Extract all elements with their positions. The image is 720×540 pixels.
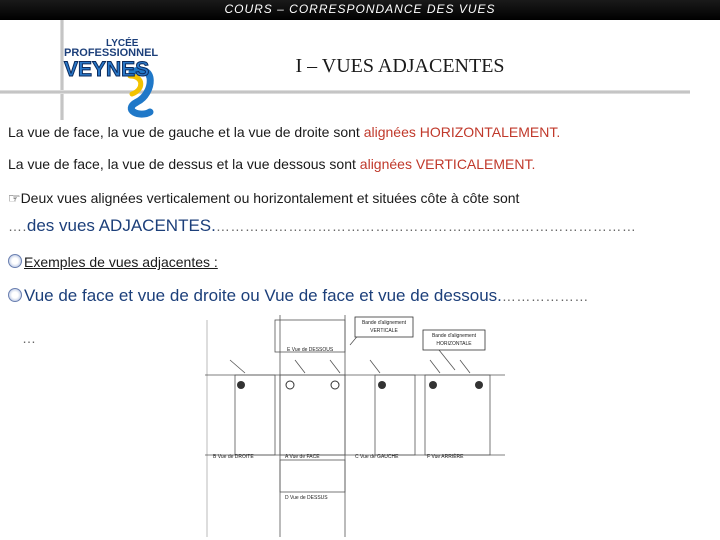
bullet-answer-text: Vue de face et vue de droite ou Vue de face et vue de dessous. xyxy=(24,286,502,305)
bullet-icon xyxy=(8,254,22,268)
paragraph-horizontal-emphasis: alignées HORIZONTALEMENT. xyxy=(363,124,561,140)
view-left-label: C Vue de GAUCHE xyxy=(355,454,399,460)
label-horizontal-band-2: HORIZONTALE xyxy=(436,341,472,347)
bullet-examples-text: Exemples de vues adjacentes : xyxy=(24,254,218,270)
bullet-answer-dots: ……………… xyxy=(501,288,589,304)
paragraph-definition-text: Deux vues alignées verticalement ou horizontalement et situées côte à côte sont xyxy=(20,190,520,206)
label-vertical-band-2: VERTICALE xyxy=(370,328,398,334)
paragraph-vertical-emphasis: alignées VERTICALEMENT. xyxy=(359,156,536,172)
slide-title: I – VUES ADJACENTES xyxy=(295,55,505,77)
bullet-examples xyxy=(8,254,218,270)
bullet-icon xyxy=(8,288,22,302)
logo-line1: LYCÉE xyxy=(106,38,139,49)
view-top-label: E Vue de DESSOUS xyxy=(287,347,334,353)
label-vertical-band-1: Bande d'alignement xyxy=(361,320,407,326)
logo-line2: PROFESSIONNEL xyxy=(64,47,159,59)
paragraph-definition xyxy=(8,190,519,207)
answer-line-definition xyxy=(8,216,714,236)
answer-dots-lead: …. xyxy=(8,218,27,234)
view-bottom-label: D Vue de DESSUS xyxy=(285,495,328,501)
paragraph-horizontal-text: La vue de face, la vue de gauche et la vue de droite sont xyxy=(8,124,364,140)
bullet-answer xyxy=(8,286,714,306)
orthographic-views-diagram xyxy=(205,315,720,537)
label-horizontal-band-1: Bande d'alignement xyxy=(431,333,477,339)
school-logo xyxy=(62,32,186,118)
paragraph-vertical xyxy=(8,156,535,172)
answer-adjacent-views: des vues ADJACENTES. xyxy=(26,216,216,235)
ellipsis-text: … xyxy=(22,330,36,346)
view-front-label: A Vue de FACE xyxy=(285,454,320,460)
view-back-label: F Vue ARRIÈRE xyxy=(427,454,464,460)
paragraph-vertical-text: La vue de face, la vue de dessus et la vue dessous sont xyxy=(8,156,360,172)
pointing-hand-icon: ☞ xyxy=(8,190,21,206)
view-right-label: B Vue de DROITE xyxy=(213,454,254,460)
header-bar xyxy=(0,0,720,20)
answer-dots-trail: …………………………………………………………………………… xyxy=(215,218,637,234)
logo-line3: VEYNES xyxy=(64,58,150,81)
header-title: COURS – CORRESPONDANCE DES VUES xyxy=(224,2,496,16)
paragraph-horizontal xyxy=(8,124,560,140)
